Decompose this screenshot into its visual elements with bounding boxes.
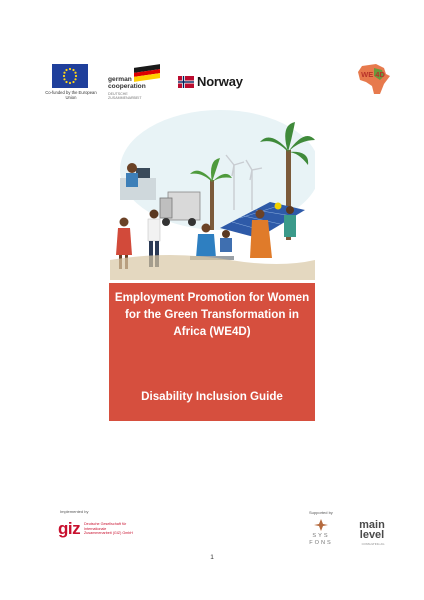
mainlevel-sub: CONSULTING AG [361,542,385,546]
we4d-text: WE 4D [361,70,385,79]
document-subtitle: Disability Inclusion Guide [141,390,283,403]
sysfons-text: SYS FONS [309,533,333,546]
giz-text: Deutsche Gesellschaft für Internationale Zusammenarbeit (GIZ) GmbH [84,522,133,536]
norway-logo [178,72,243,90]
norway-text: Norway [197,73,243,89]
green-transformation-illustration [110,110,315,280]
sysfons-icon [313,518,329,532]
supported-by-label: Supported by [309,510,333,515]
german-cooperation-word: german cooperation [108,76,146,90]
implemented-by-label: Implemented by [60,509,89,514]
title-box [109,283,315,421]
german-flag-icon [134,64,160,82]
giz-logo: giz [58,519,81,538]
norway-flag-icon [178,75,194,87]
german-cooperation-sub: DEUTSCHE ZUSAMMENARBEIT [108,92,142,100]
africa-map-icon [354,62,392,96]
mainlevel-logo: main level [359,519,385,541]
eu-flag-icon [52,64,88,88]
eu-caption: Co-funded by the European Union [45,90,97,100]
we4d-logo [354,62,392,96]
document-title: Employment Promotion for Women for the Green Transformation in Africa (WE4D) [114,291,310,338]
german-cooperation-logo [108,64,160,98]
page-number: 1 [210,554,214,561]
